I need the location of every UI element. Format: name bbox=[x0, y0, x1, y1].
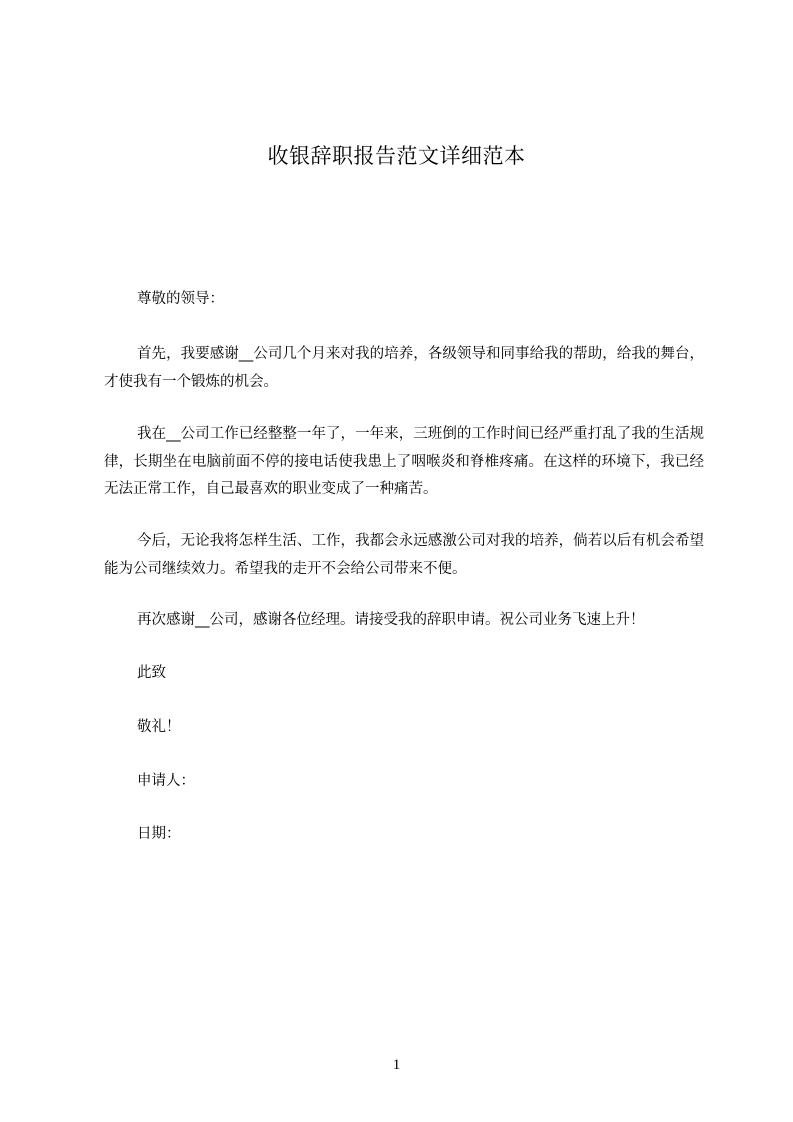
applicant-label: 申请人： bbox=[137, 773, 195, 789]
paragraph-future: 今后，无论我将怎样生活、工作，我都会永远感激公司对我的培养，倘若以后有机会希望能为公司继续效力。希望我的走开不会给公司带来不便。 bbox=[104, 533, 704, 577]
closing-line: 此致 bbox=[137, 665, 166, 681]
salutation: 尊敬的领导： bbox=[137, 291, 224, 307]
regards-line: 敬礼！ bbox=[137, 719, 181, 735]
date-label: 日期： bbox=[137, 826, 181, 842]
thanks-line: 再次感谢__公司，感谢各位经理。请接受我的辞职申请。祝公司业务飞速上升！ bbox=[137, 612, 645, 628]
document-title: 收银辞职报告范文详细范本 bbox=[267, 144, 526, 168]
page-number: 1 bbox=[392, 1057, 401, 1073]
paragraph-reason: 我在__公司工作已经整整一年了，一年来，三班倒的工作时间已经严重打乱了我的生活规律，长期坐在电脑前面不停的接电话使我患上了咽喉炎和脊椎疼痛。在这样的环境下，我已经无法正常工作，自己最喜欢的职业变成了一种痛苦。 bbox=[104, 426, 704, 497]
paragraph-gratitude: 首先，我要感谢__公司几个月来对我的培养，各级领导和同事给我的帮助，给我的舞台，才使我有一个锻炼的机会。 bbox=[104, 346, 704, 390]
